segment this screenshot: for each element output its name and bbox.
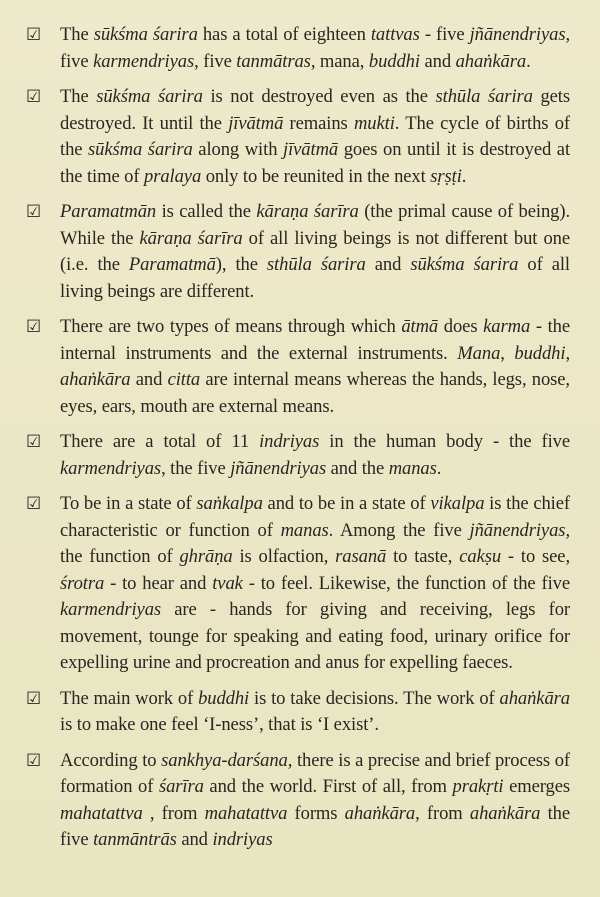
text-run: . <box>436 457 442 479</box>
checkbox-bullet-icon: ☑ <box>26 317 42 337</box>
text-run: , from <box>415 802 470 824</box>
bullet-list <box>26 22 570 854</box>
italic-term: buddhi <box>198 687 250 709</box>
text-run: , <box>500 342 515 364</box>
list-item <box>26 314 570 420</box>
text-run: goes on until it is destroyed at the time of <box>60 139 571 187</box>
paragraph-text <box>60 748 570 854</box>
italic-term: Paramatmān <box>60 201 157 222</box>
checkbox-bullet-icon: ☑ <box>26 432 42 452</box>
text-run: The <box>60 86 97 107</box>
text-run: remains <box>283 112 354 134</box>
text-run: ), the <box>215 254 267 275</box>
text-run: , <box>565 342 570 364</box>
text-run: - five <box>419 24 470 45</box>
italic-term: jñānendriyas <box>469 24 566 45</box>
italic-term: sūkśma śarira <box>88 139 193 160</box>
list-item <box>26 22 570 75</box>
text-run: There are two types of means through which <box>60 316 402 337</box>
text-run: emerges <box>503 776 571 797</box>
paragraph-text <box>60 199 570 305</box>
text-run: , the function of <box>60 519 570 567</box>
italic-term: pralaya <box>144 165 202 187</box>
italic-term: ghrāṇa <box>179 546 233 567</box>
italic-term: śarīra <box>158 776 204 797</box>
text-run: does <box>438 316 484 337</box>
text-run: in the human body - the five <box>319 431 570 452</box>
checkbox-bullet-icon: ☑ <box>26 750 42 771</box>
italic-term: sūkśma śarira <box>410 254 519 275</box>
italic-term: jīvātmā <box>228 112 284 134</box>
text-run: is to make one feel ‘I-ness’, that is ‘I exist’. <box>60 714 379 735</box>
text-run: . Among the five <box>328 519 470 541</box>
text-run: . <box>461 165 467 187</box>
text-run: of all living beings is not different but one (i.e. the <box>60 227 570 275</box>
text-run: is the chief characteristic or function of <box>60 493 570 541</box>
italic-term: buddhi <box>368 50 420 72</box>
italic-term: indriyas <box>259 431 320 452</box>
text-run: - to feel. Likewise, the function of the five <box>242 572 570 594</box>
text-run: along with <box>192 139 284 160</box>
text-run: , five <box>60 24 571 72</box>
text-run: , five <box>194 50 237 72</box>
checkbox-bullet-icon: ☑ <box>26 494 42 514</box>
paragraph-text <box>60 84 570 190</box>
text-run: The <box>60 24 94 45</box>
text-run: The main work of <box>60 687 199 709</box>
text-run: the five <box>60 802 570 850</box>
text-run: are - hands for giving and receiving, legs for movement, tounge for speaking and eating food, urinary orifice for expelling urine and procreation and anus for expelling faeces. <box>60 599 570 673</box>
italic-term: sūkśma śarira <box>93 24 198 45</box>
italic-term: ahaṅkāra <box>60 369 131 390</box>
text-run: is not destroyed even as the <box>202 86 436 107</box>
italic-term: vikalpa <box>430 493 485 514</box>
paragraph-text <box>60 491 570 677</box>
text-run: are internal means whereas the hands, legs, nose, eyes, ears, mouth are external means. <box>60 369 570 417</box>
italic-term: karma <box>483 316 531 337</box>
italic-term: cakṣu <box>459 546 502 567</box>
italic-term: karmendriyas <box>60 457 162 479</box>
italic-term: karmendriyas <box>60 599 162 620</box>
italic-term: tanmāntrās <box>93 829 177 850</box>
italic-term: tanmātras <box>236 50 311 72</box>
text-run: and the world. First of all, from <box>203 776 453 797</box>
text-run: gets destroyed. It until the <box>60 86 571 134</box>
italic-term: indriyas <box>212 829 273 850</box>
text-run: and <box>419 50 456 72</box>
text-run: There are a total of 11 <box>60 431 260 452</box>
text-run: (the primal cause of being). While the <box>60 201 570 249</box>
italic-term: mahatattva <box>204 802 288 824</box>
paragraph-text <box>60 22 570 75</box>
italic-term: Mana <box>457 342 501 364</box>
italic-term: prakṛti <box>452 776 504 797</box>
text-run: , mana, <box>310 50 369 72</box>
italic-term: Paramatmā <box>128 254 216 275</box>
paragraph-text <box>60 429 570 482</box>
italic-term: ahaṅkāra <box>344 802 416 824</box>
text-run: and <box>365 254 411 275</box>
italic-term: sankhya-darśana <box>161 749 288 771</box>
text-run: to taste, <box>386 546 460 567</box>
italic-term: rasanā <box>335 546 387 567</box>
text-run: has a total of eighteen <box>197 24 371 45</box>
text-run: and to be in a state of <box>262 493 431 514</box>
italic-term: manas <box>280 519 329 541</box>
text-run: - to see, <box>501 546 571 567</box>
text-run: forms <box>287 802 345 824</box>
list-item <box>26 491 570 677</box>
italic-term: jñānendriyas <box>230 457 327 479</box>
italic-term: kāraṇa śarīra <box>256 201 359 222</box>
italic-term: sthūla śarira <box>266 254 366 275</box>
text-run: , from <box>142 802 205 824</box>
italic-term: mukti <box>353 112 395 134</box>
text-run: , there is a precise and brief process of formation of <box>60 749 570 797</box>
italic-term: ahaṅkāra <box>469 802 541 824</box>
italic-term: citta <box>167 369 201 390</box>
text-run: and the <box>326 457 389 479</box>
text-run: , the five <box>161 457 231 479</box>
list-item <box>26 84 570 190</box>
paragraph-text <box>60 314 570 420</box>
italic-term: jīvātmā <box>283 139 339 160</box>
italic-term: ahaṅkāra <box>499 687 570 709</box>
italic-term: tattvas <box>370 24 420 45</box>
checkbox-bullet-icon: ☑ <box>26 87 42 107</box>
checkbox-bullet-icon: ☑ <box>26 25 42 45</box>
italic-term: manas <box>388 457 437 479</box>
text-run: According to <box>60 749 162 771</box>
italic-term: kāraṇa śarīra <box>139 227 243 249</box>
italic-term: saṅkalpa <box>196 493 263 514</box>
checkbox-bullet-icon: ☑ <box>26 688 42 709</box>
text-run: is olfaction, <box>232 546 336 567</box>
italic-term: sṛṣṭi <box>430 165 462 187</box>
text-run: . The cycle of births of the <box>60 112 570 160</box>
list-item <box>26 199 570 305</box>
italic-term: tvak <box>212 572 243 594</box>
checkbox-bullet-icon: ☑ <box>26 202 42 222</box>
text-run: - to hear and <box>104 572 213 594</box>
text-run: . <box>526 50 531 72</box>
italic-term: sthūla śarira <box>435 86 533 107</box>
paragraph-text <box>60 686 570 739</box>
italic-term: ahaṅkāra <box>455 50 527 72</box>
italic-term: ātmā <box>401 316 439 337</box>
italic-term: sūkśma śarira <box>96 86 203 107</box>
text-run: and <box>130 369 168 390</box>
list-item <box>26 748 570 854</box>
list-item <box>26 429 570 482</box>
italic-term: jñānendriyas <box>469 519 566 541</box>
text-run: To be in a state of <box>60 493 197 514</box>
list-item <box>26 686 570 739</box>
text-run: of all living beings are different. <box>60 254 570 302</box>
italic-term: mahatattva <box>60 802 143 824</box>
italic-term: śrotra <box>60 572 105 594</box>
text-run: and <box>176 829 213 850</box>
italic-term: karmendriyas <box>93 50 195 72</box>
text-run: only to be reunited in the next <box>201 165 431 187</box>
text-run: is to take decisions. The work of <box>249 687 500 709</box>
text-run: is called the <box>156 201 257 222</box>
text-run: - the internal instruments and the external instruments. <box>60 316 571 364</box>
italic-term: buddhi <box>514 342 566 364</box>
